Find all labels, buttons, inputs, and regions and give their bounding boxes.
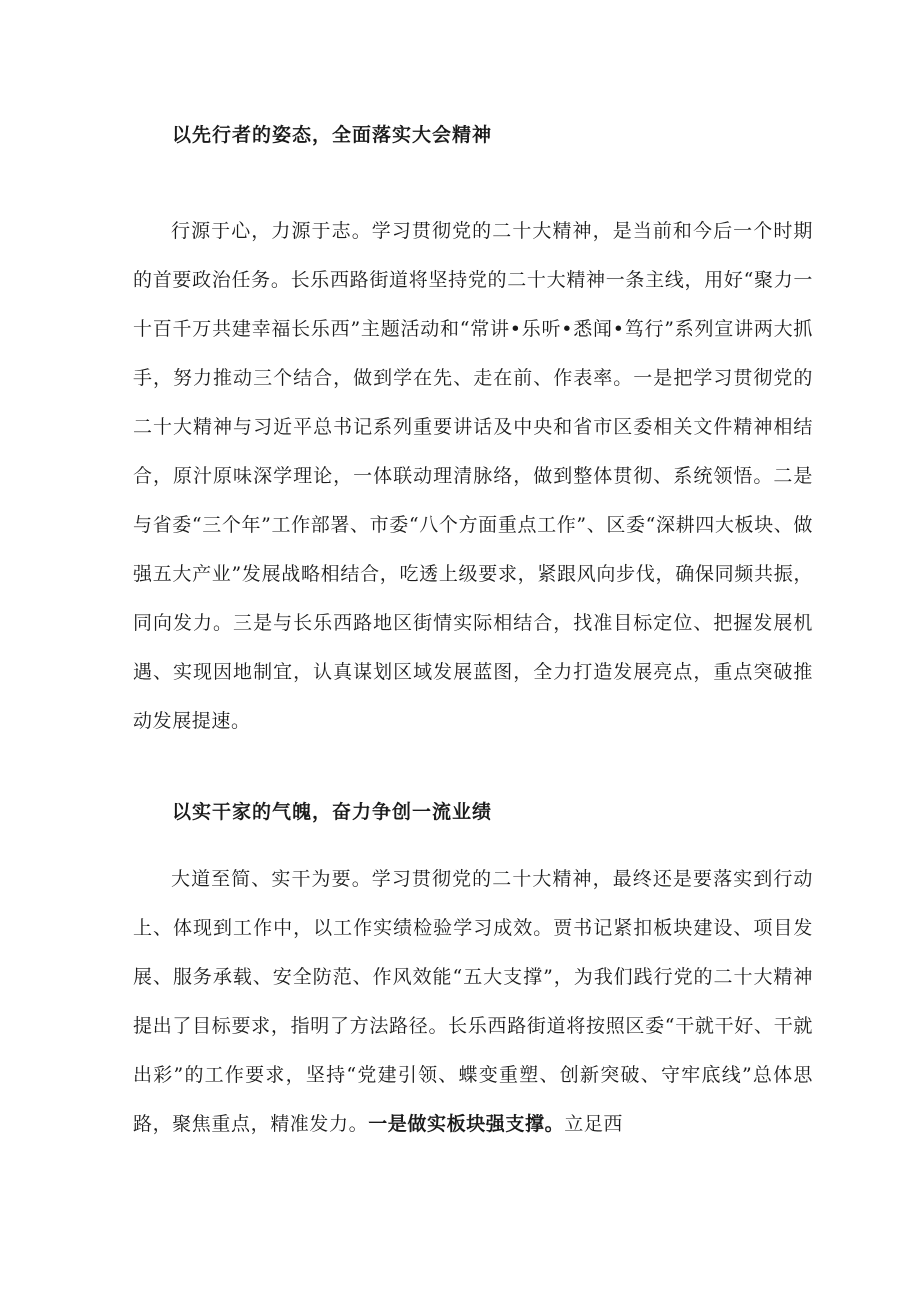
paragraph-2-text: 大道至简、实干为要。学习贯彻党的二十大精神，最终还是要落实到行动上、体现到工作中，以工作实绩检验学习成效。贾书记紧扣板块建设、项目发展、服务承载、安全防范、作风效能“五大支撑”，为我们践行党的二十大精神提出了目标要求，指明了方法路径。长乐西路街道将按照区委“干就干好、干就出彩”的工作要求，坚持“党建引领、蝶变重塑、创新突破、守牢底线”总体思路，聚焦重点，精准发力。 — [133, 868, 813, 1135]
section-paragraph-1: 行源于心，力源于志。学习贯彻党的二十大精神，是当前和今后一个时期的首要政治任务。长乐西路街道将坚持党的二十大精神一条主线，用好“聚力一十百千万共建幸福长乐西”主题活动和“常讲•乐听•悉闻•笃行”系列宣讲两大抓手，努力推动三个结合，做到学在先、走在前、作表率。一是把学习贯彻党的二十大精神与习近平总书记系列重要讲话及中央和省市区委相关文件精神相结合，原汁原味深学理论，一体联动理清脉络，做到整体贯彻、系统领悟。二是与省委“三个年”工作部署、市委“八个方面重点工作”、区委“深耕四大板块、做强五大产业”发展战略相结合，吃透上级要求，紧跟风向步伐，确保同频共振，同向发力。三是与长乐西路地区街情实际相结合，找准目标定位、把握发展机遇、实现因地制宜，认真谋划区域发展蓝图，全力打造发展亮点，重点突破推动发展提速。 — [133, 220, 813, 732]
section-heading-2: 以实干家的气魄，奋力争创一流业绩 — [172, 801, 493, 823]
section-heading-1: 以先行者的姿态，全面落实大会精神 — [172, 124, 493, 146]
paragraph-2-bold-text: 一是做实板块强支撑。 — [368, 1113, 565, 1135]
section-paragraph-2 — [133, 855, 813, 1149]
paragraph-2-tail-text: 立足西 — [564, 1113, 624, 1135]
